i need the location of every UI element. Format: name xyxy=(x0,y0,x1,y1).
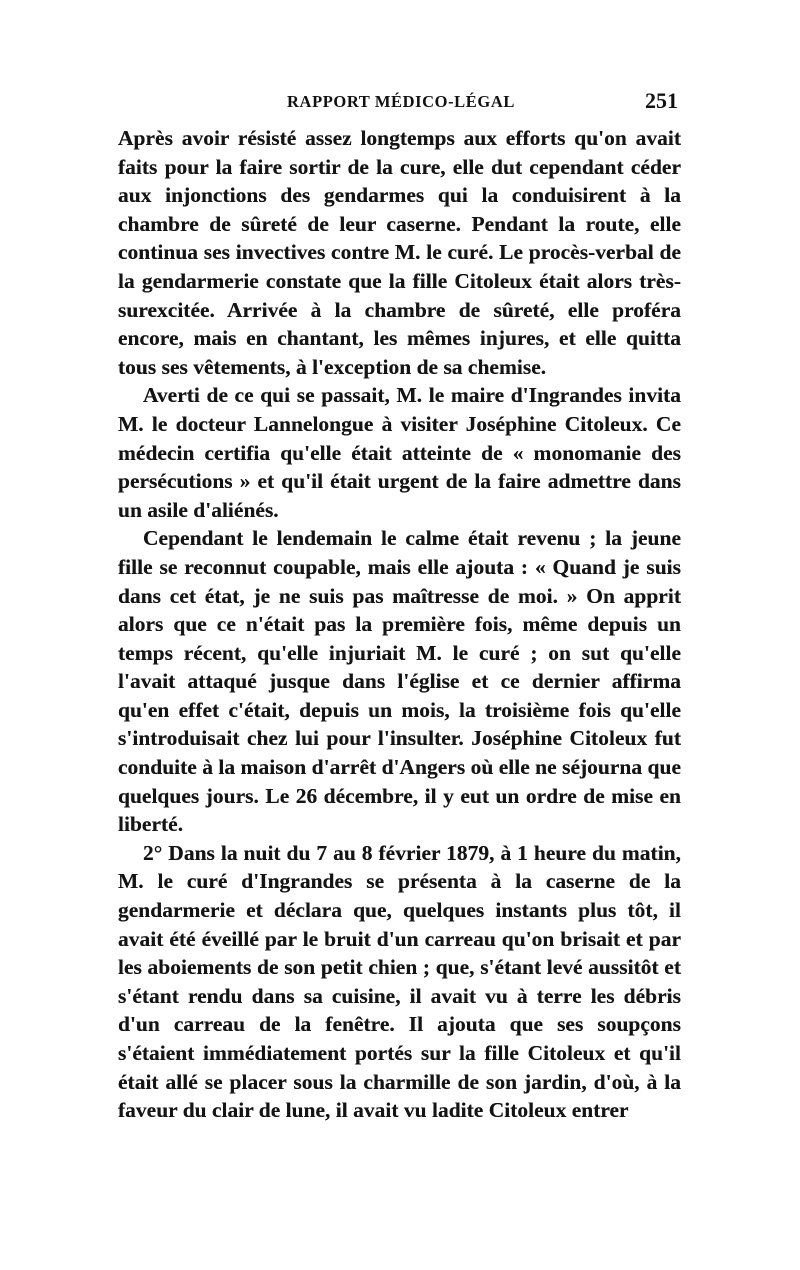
paragraph-mayor-notice: Averti de ce qui se passait, M. le maire d'Ingrandes invita M. le docteur Lannelongue à visiter Joséphine Citoleux. Ce médecin certifia qu'elle était atteinte de « monomanie des persécutions » et qu'il était urgent de la faire admettre dans un asile d'aliénés. xyxy=(118,383,681,522)
paragraph-second-incident: 2° Dans la nuit du 7 au 8 février 1879, à 1 heure du matin, M. le curé d'Ingrandes se présenta à la caserne de la gendarmerie et déclara que, quelques instants plus tôt, il avait été éveillé par le bruit d'un carreau qu'on brisait et par les aboiements de son petit chien ; que, s'étant levé aussitôt et s'étant rendu dans sa cuisine, il avait vu à terre les débris d'un carreau de la fenêtre. Il ajouta que ses soupçons s'étaient immédiatement portés sur la fille Citoleux et qu'il était allé se placer sous la charmille de son jardin, d'où, à la faveur du clair de lune, il avait vu ladite Citoleux entrer xyxy=(118,840,681,1123)
running-head xyxy=(118,88,684,118)
running-title: RAPPORT MÉDICO-LÉGAL xyxy=(287,92,515,111)
page-number: 251 xyxy=(645,88,678,113)
paragraph-continuation: Après avoir résisté assez longtemps aux efforts qu'on avait faits pour la faire sortir de la cure, elle dut cependant céder aux injonctions des gendarmes qui la conduisirent à la chambre de sûreté de leur caserne. Pendant la route, elle continua ses invectives contre M. le curé. Le procès-verbal de la gendarmerie constate que la fille Citoleux était alors très-surexcitée. Arrivée à la chambre de sûreté, elle proféra encore, mais en chantant, les mêmes injures, et elle quitta tous ses vêtements, à l'exception de sa chemise. xyxy=(118,126,681,379)
paragraph-next-day: Cependant le lendemain le calme était revenu ; la jeune fille se reconnut coupable, mais elle ajouta : « Quand je suis dans cet état, je ne suis pas maîtresse de moi. » On apprit alors que ce n'était pas la première fois, même depuis un temps récent, qu'elle injuriait M. le curé ; on sut qu'elle l'avait attaqué jusque dans l'église et ce dernier affirma qu'en effet c'était, depuis un mois, la troisième fois qu'elle s'introduisait chez lui pour l'insulter. Joséphine Citoleux fut conduite à la maison d'arrêt d'Angers où elle ne séjourna que quelques jours. Le 26 décembre, il y eut un ordre de mise en liberté. xyxy=(118,526,681,837)
body-text xyxy=(118,124,681,1125)
